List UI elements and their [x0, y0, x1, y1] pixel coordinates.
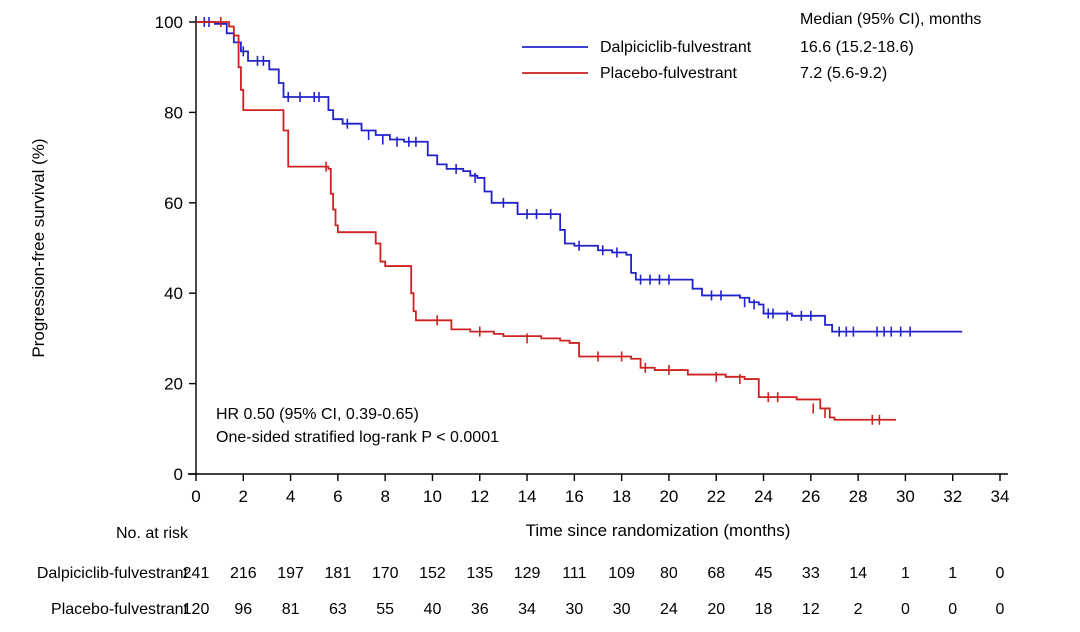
legend-series-name: Placebo-fulvestrant: [600, 65, 737, 82]
y-tick-label: 0: [173, 465, 183, 484]
x-tick-label: 28: [848, 487, 868, 506]
risk-cell: 111: [562, 565, 587, 582]
risk-cell: 33: [801, 565, 820, 582]
annotation-line: HR 0.50 (95% CI, 0.39-0.65): [216, 406, 419, 423]
risk-cell: 0: [995, 601, 1005, 618]
risk-cell: 2: [853, 601, 863, 618]
risk-cell: 18: [754, 601, 773, 618]
risk-cell: 68: [707, 565, 726, 582]
risk-cell: 80: [660, 565, 678, 582]
risk-cell: 81: [281, 601, 300, 618]
x-axis-title: Time since randomization (months): [525, 521, 791, 540]
risk-cell: 24: [660, 601, 678, 618]
risk-cell: 135: [466, 565, 494, 582]
risk-cell: 1: [948, 565, 958, 582]
risk-cell: 120: [182, 601, 210, 618]
survival-curve: [196, 22, 896, 420]
x-tick-label: 8: [380, 487, 390, 506]
risk-cell: 63: [328, 601, 347, 618]
x-tick-label: 24: [754, 487, 773, 506]
risk-cell: 20: [707, 601, 726, 618]
x-tick-label: 26: [801, 487, 821, 506]
x-tick-label: 18: [612, 487, 632, 506]
risk-row-label: Dalpiciclib-fulvestrant: [36, 565, 188, 582]
legend-series-name: Dalpiciclib-fulvestrant: [600, 39, 752, 56]
x-tick-label: 30: [895, 487, 915, 506]
x-tick-label: 34: [990, 487, 1010, 506]
risk-cell: 45: [754, 565, 773, 582]
risk-cell: 0: [900, 601, 910, 618]
risk-cell: 12: [801, 601, 820, 618]
legend-header: Median (95% CI), months: [800, 11, 982, 28]
x-tick-label: 6: [333, 487, 343, 506]
risk-cell: 197: [277, 565, 304, 582]
x-tick-label: 2: [238, 487, 249, 506]
risk-cell: 14: [849, 565, 868, 582]
risk-cell: 241: [182, 565, 210, 582]
risk-table: [37, 525, 1005, 618]
y-axis-title: Progression-free survival (%): [29, 138, 48, 358]
series-2: [196, 17, 896, 425]
legend-median-value: 7.2 (5.6-9.2): [800, 65, 888, 82]
risk-cell: 34: [518, 601, 536, 618]
risk-cell: 40: [423, 601, 442, 618]
x-tick-label: 4: [285, 487, 296, 506]
x-ticks: [191, 474, 1009, 506]
y-tick-label: 60: [164, 193, 183, 213]
y-tick-label: 40: [164, 284, 183, 304]
x-tick-label: 10: [423, 487, 442, 506]
y-tick-label: 20: [164, 374, 183, 394]
risk-cell: 1: [900, 565, 910, 582]
risk-cell: 152: [419, 565, 446, 582]
x-tick-label: 20: [659, 487, 679, 506]
risk-cell: 170: [371, 565, 399, 582]
annotation-line: One-sided stratified log-rank P < 0.0001: [216, 429, 499, 446]
risk-cell: 0: [948, 601, 958, 618]
x-tick-label: 0: [191, 487, 201, 506]
risk-table-title: No. at risk: [115, 525, 188, 542]
risk-cell: 129: [513, 565, 541, 582]
risk-cell: 55: [376, 601, 395, 618]
y-tick-label: 100: [154, 13, 183, 32]
risk-cell: 109: [608, 565, 635, 582]
risk-cell: 216: [229, 565, 257, 582]
y-ticks: [155, 13, 196, 484]
risk-cell: 0: [995, 565, 1005, 582]
x-tick-label: 22: [706, 487, 726, 506]
risk-cell: 181: [324, 565, 352, 582]
y-tick-label: 80: [164, 103, 183, 123]
risk-cell: 30: [612, 601, 631, 618]
legend: [522, 11, 981, 82]
risk-row-label: Placebo-fulvestrant: [51, 601, 188, 618]
risk-cell: 36: [470, 601, 489, 618]
legend-median-value: 16.6 (15.2-18.6): [800, 39, 914, 56]
risk-cell: 96: [234, 601, 253, 618]
x-tick-label: 12: [470, 487, 490, 506]
x-tick-label: 16: [564, 487, 584, 506]
x-tick-label: 14: [517, 487, 537, 506]
risk-cell: 30: [565, 601, 584, 618]
x-tick-label: 32: [943, 487, 963, 506]
statistics-annotation: [216, 406, 499, 446]
